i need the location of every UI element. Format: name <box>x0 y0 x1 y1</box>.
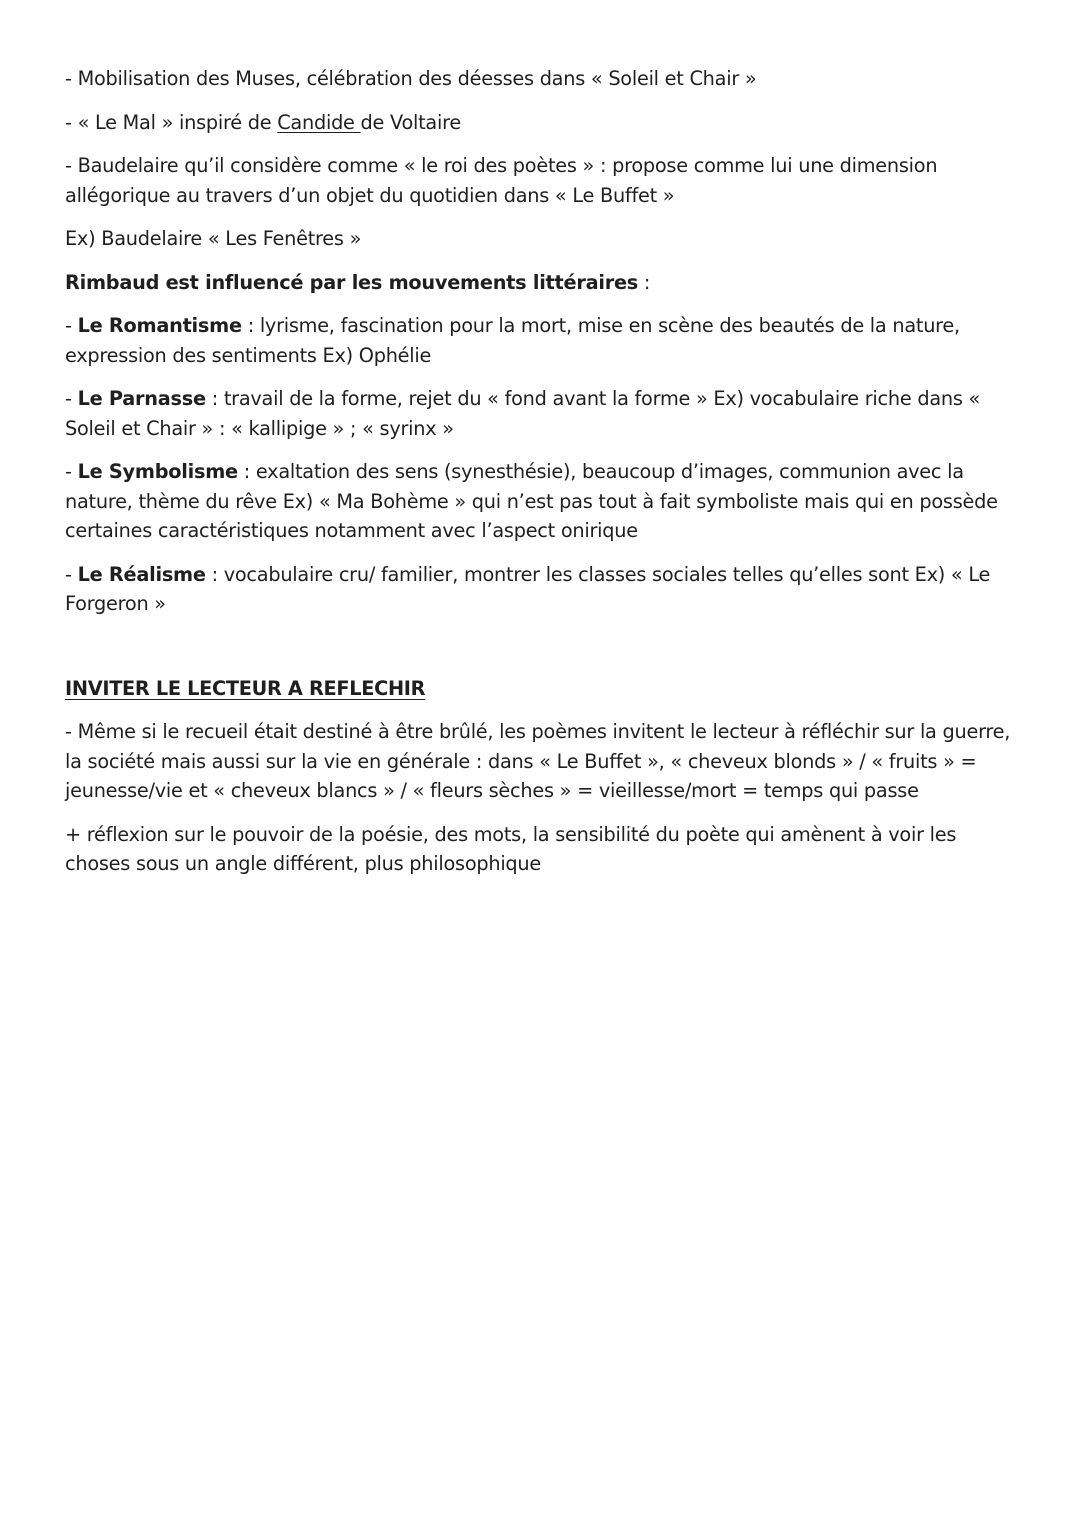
movements-intro <box>65 268 1025 298</box>
movements-intro-bold: Rimbaud est influencé par les mouvements littéraires <box>65 270 639 294</box>
candide-title: Candide <box>277 110 361 134</box>
document-page <box>65 64 1025 893</box>
movement-name: Le Symbolisme <box>77 460 238 483</box>
movements-intro-colon: : <box>638 270 651 294</box>
movement-name: Le Romantisme <box>77 314 242 337</box>
paragraph-le-mal <box>65 108 1025 138</box>
movement-name: Le Réalisme <box>77 562 206 586</box>
paragraph-example-baudelaire: Ex) Baudelaire « Les Fenêtres » <box>65 227 362 250</box>
movement-name: Le Parnasse <box>77 387 206 410</box>
movement-description: : lyrisme, fascination pour la mort, mise en scène des beautés de la nature, expression des sentiments Ex) Ophélie <box>65 314 960 367</box>
movement-dash: - <box>65 314 78 337</box>
paragraph-muses: - Mobilisation des Muses, célébration des déesses dans « Soleil et Chair » <box>65 67 757 90</box>
movement-item <box>65 384 1025 443</box>
paragraph-reflection: - Même si le recueil était destiné à être brûlé, les poèmes invitent le lecteur à réfléchir sur la guerre, la société mais aussi sur la vie en générale : dans « Le Buffet », « cheveux blonds » / « fruits » = jeunesse/vie et « cheveux blancs » / « fleurs sèches » = vieillesse/mort = temps qui passe <box>65 720 1011 802</box>
paragraph-poetry-power: + réflexion sur le pouvoir de la poésie, des mots, la sensibilité du poète qui amènent à voir les choses sous un angle différent, plus philosophique <box>65 822 957 875</box>
movement-dash: - <box>65 562 78 586</box>
paragraph-baudelaire: - Baudelaire qu’il considère comme « le roi des poètes » : propose comme lui une dimension allégorique au travers d’un objet du quotidien dans « Le Buffet » <box>65 154 938 207</box>
le-mal-text: - « Le Mal » inspiré de <box>65 110 278 134</box>
movement-dash: - <box>65 460 78 483</box>
movement-item <box>65 311 1025 370</box>
movement-description: : exaltation des sens (synesthésie), beaucoup d’images, communion avec la nature, thème du rêve Ex) « Ma Bohème » qui n’est pas tout à fait symboliste mais qui en possède certaines caractéristiques notamment avec l’aspect onirique <box>65 460 998 542</box>
le-mal-author: de Voltaire <box>360 110 461 134</box>
movement-dash: - <box>65 387 78 410</box>
movement-item <box>65 560 1025 619</box>
movement-description: : vocabulaire cru/ familier, montrer les classes sociales telles qu’elles sont Ex) « Le Forgeron » <box>65 562 991 615</box>
movement-description: : travail de la forme, rejet du « fond avant la forme » Ex) vocabulaire riche dans « Soleil et Chair » : « kallipige » ; « syrinx » <box>65 387 981 440</box>
section-heading: INVITER LE LECTEUR A REFLECHIR <box>65 676 426 700</box>
movement-item <box>65 457 1025 546</box>
